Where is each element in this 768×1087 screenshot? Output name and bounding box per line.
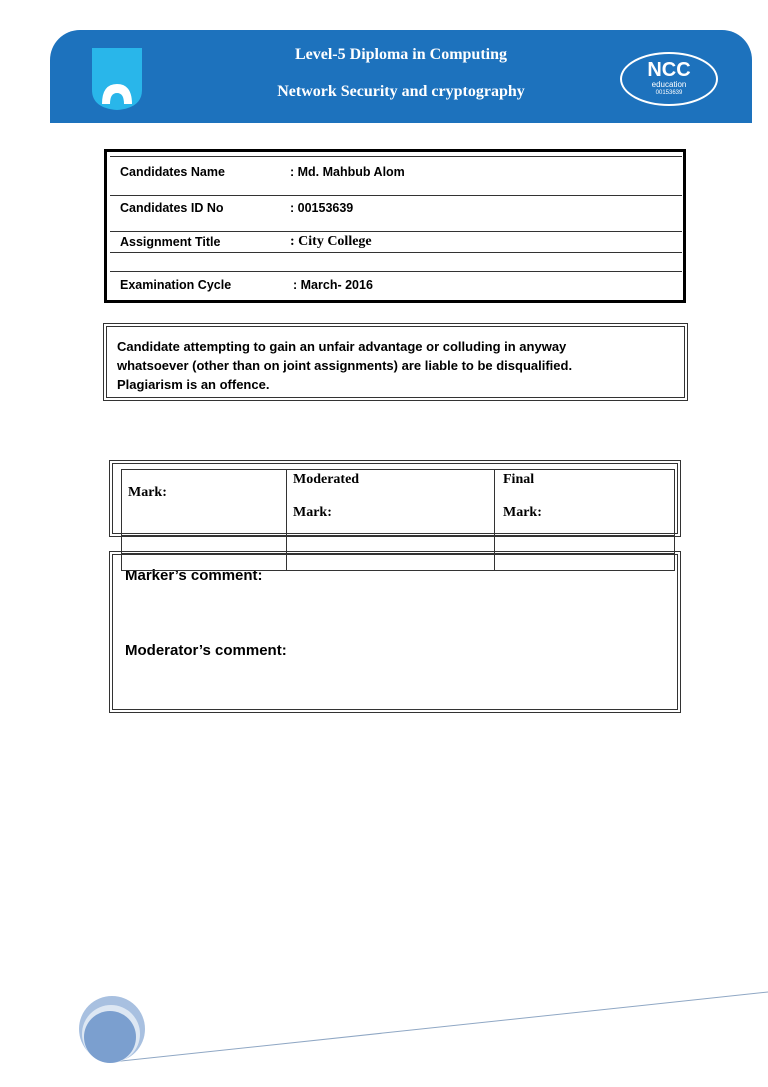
plagiarism-notice	[103, 323, 688, 401]
comments-box	[109, 551, 681, 713]
info-row	[110, 253, 682, 272]
info-label: Candidates Name	[120, 165, 225, 179]
header-subtitle: Network Security and cryptography	[277, 83, 525, 100]
ncc-logo	[620, 52, 718, 106]
header-title: Level-5 Diploma in Computing	[294, 46, 507, 63]
info-row	[110, 156, 682, 196]
notice-line: whatsoever (other than on joint assignments) are liable to be disqualified.	[117, 358, 573, 373]
info-row	[110, 272, 682, 298]
notice-line: Candidate attempting to gain an unfair advantage or colluding in anyway	[117, 339, 567, 354]
logo-text: NCC	[647, 59, 691, 81]
info-value: : March- 2016	[293, 278, 373, 292]
logo-sub: education	[651, 80, 687, 89]
info-label: Candidates ID No	[120, 201, 224, 215]
info-label: Examination Cycle	[120, 278, 232, 292]
info-value: : City College	[290, 234, 372, 249]
moderator-comment-label: Moderator’s comment:	[125, 642, 287, 659]
info-label: Assignment Title	[120, 235, 221, 249]
candidate-info-table	[104, 149, 686, 303]
info-row	[110, 195, 682, 232]
notice-line: Plagiarism is an offence.	[117, 377, 270, 392]
marks-table	[121, 469, 675, 571]
mark-label: Mark:	[128, 485, 167, 500]
moderated-label: Moderated	[293, 472, 360, 487]
final-label: Final	[503, 472, 535, 487]
info-row	[110, 232, 682, 253]
info-value: : 00153639	[290, 201, 354, 215]
header-banner	[50, 30, 752, 123]
final-mark-label: Mark:	[503, 505, 542, 520]
logo-id: 00153639	[655, 90, 683, 96]
moderated-mark-label: Mark:	[293, 505, 332, 520]
marker-comment-label: Marker’s comment:	[125, 567, 263, 584]
info-value: : Md. Mahbub Alom	[290, 165, 405, 179]
footer-decoration-icon	[0, 980, 768, 1087]
